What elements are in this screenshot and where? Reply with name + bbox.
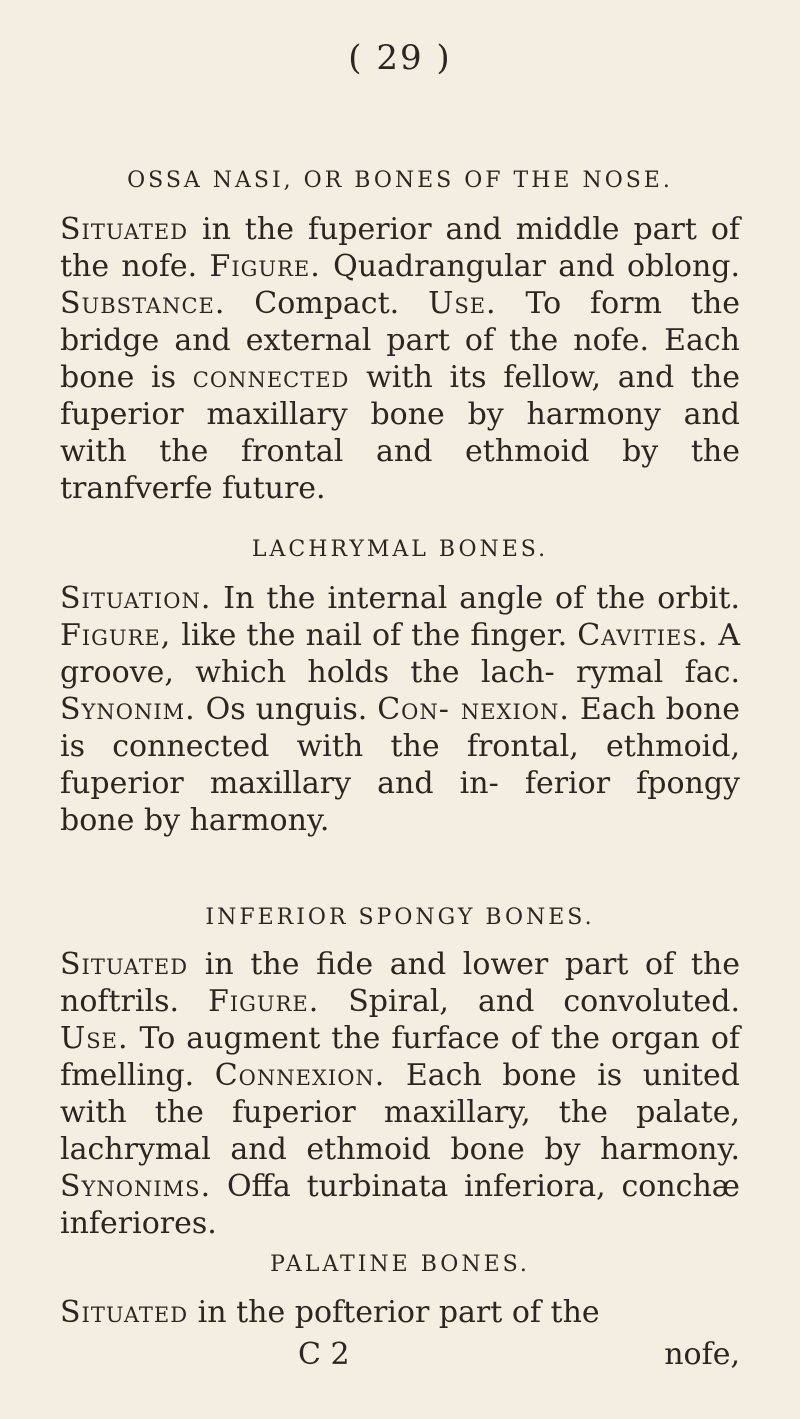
section-heading-inferior-spongy-bones: INFERIOR SPONGY BONES. [205, 905, 595, 930]
body-text: in the pofterior part of the [188, 1295, 600, 1330]
term-label: Connexion. [214, 1058, 386, 1093]
page-number: ( 29 ) [348, 38, 452, 78]
body-text: Each bone is connected with the frontal, ethmoid, fuperior maxillary and in- ferior fpongy bone by harmony. [60, 692, 741, 838]
body-text: Quadrangular and oblong. [320, 249, 741, 284]
body-text: A groove, which holds the lach- rymal fac. [60, 618, 740, 690]
section-heading-nasal-bones: OSSA NASI, OR BONES OF THE NOSE. [127, 168, 673, 193]
body-text: To augment the furface of the organ of fmelling. [60, 1021, 740, 1093]
term-label: Use. [60, 1021, 129, 1056]
body-text: like the nail of the finger. [171, 618, 578, 653]
term-label: Figure. [208, 984, 320, 1019]
body-text: Os unguis. [195, 692, 378, 727]
term-label: Con- nexion. [377, 692, 570, 727]
term-label: Situated [60, 947, 189, 982]
body-text: In the internal angle of the orbit. [211, 581, 740, 616]
section-heading-palatine-bones: PALATINE BONES. [270, 1252, 530, 1277]
body-text: in the fide and lower part of the noftrils. [60, 947, 740, 1019]
section-text-lachrymal-bones [60, 580, 740, 839]
term-label: Figure, [60, 618, 172, 653]
term-label: Figure. [209, 249, 321, 284]
term-label: Synonim. [60, 692, 196, 727]
signature-mark: C 2 [298, 1337, 350, 1372]
term-label: Synonims. [60, 1169, 212, 1204]
body-text: Each bone is united with the fuperior maxillary, the palate, lachrymal and ethmoid bone by harmony. [60, 1058, 741, 1167]
term-label: Cavities. [577, 618, 709, 653]
term-label: Situation. [60, 581, 212, 616]
section-text-inferior-spongy-bones [60, 946, 740, 1242]
term-label: Substance. [60, 286, 226, 321]
section-heading-lachrymal-bones: LACHRYMAL BONES. [251, 537, 549, 562]
body-text: with its fellow, and the fuperior maxillary bone by harmony and with the frontal and ethmoid by the tranfverfe future. [60, 360, 740, 506]
body-text: in the fuperior and middle part of the nofe. [60, 212, 740, 284]
body-text: Offa turbinata inferiora, conchæ inferiores. [60, 1169, 740, 1241]
body-text: Spiral, and convoluted. [319, 984, 741, 1019]
body-text: To form the bridge and external part of the nofe. Each bone is [60, 286, 740, 395]
term-label: Situated [60, 212, 189, 247]
term-label: Use. [428, 286, 497, 321]
body-text: Compact. [225, 286, 429, 321]
term-label: Situated [60, 1295, 189, 1330]
catchword: nofe, [664, 1337, 740, 1372]
section-text-palatine-bones [60, 1294, 740, 1331]
section-text-nasal-bones [60, 211, 740, 507]
term-label: connected [192, 360, 350, 395]
